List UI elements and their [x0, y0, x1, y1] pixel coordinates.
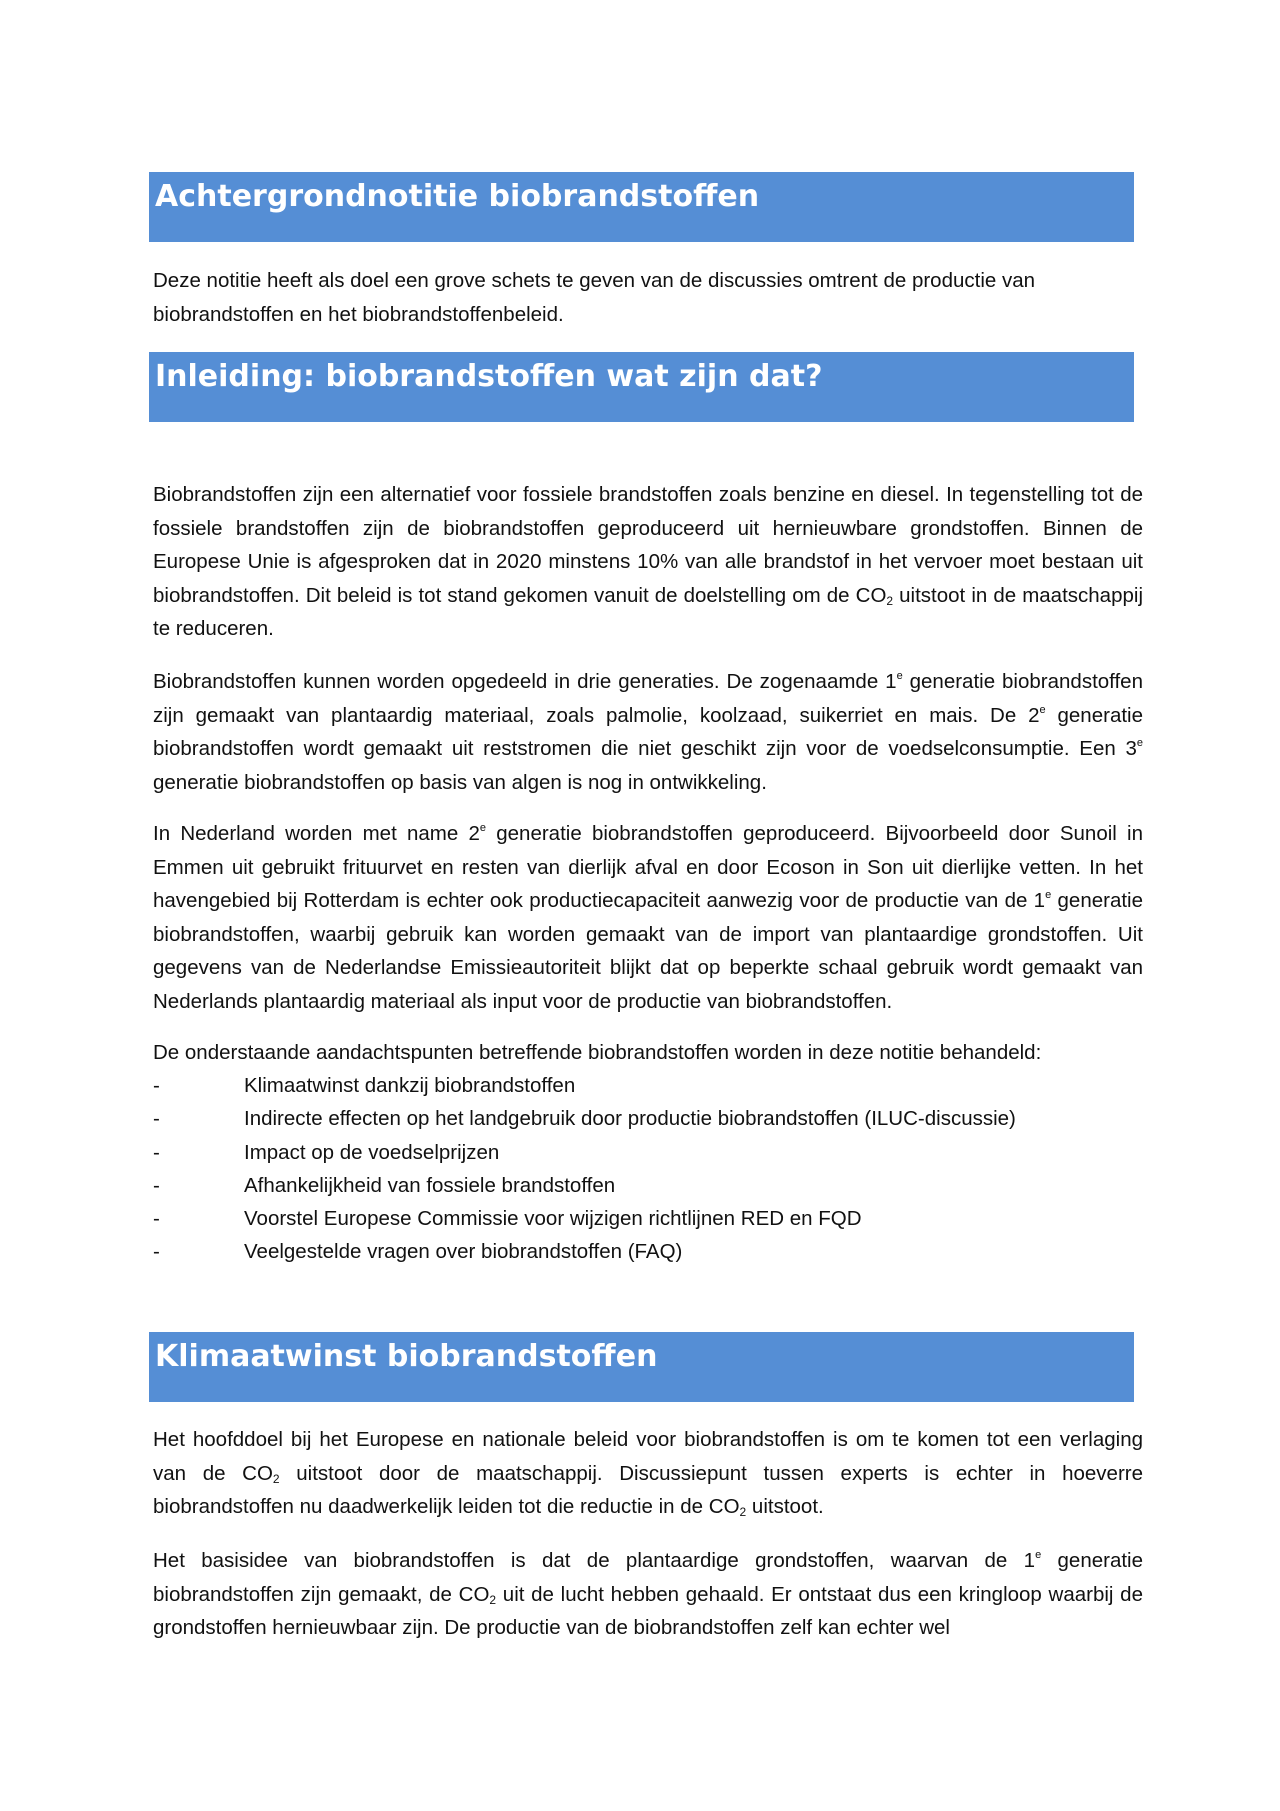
para-2-text-a: Biobrandstoffen kunnen worden opgedeeld in drie generaties. De zogenaamde 1	[153, 670, 897, 693]
paragraph-hoofddoel	[153, 1423, 1143, 1524]
para-3-text-b: generatie biobrandstoffen geproduceerd. Bijvoorbeeld door Sunoil in Emmen uit gebruikt frituurvet en resten van dierlijk afval en door Ecoson in Son uit dierlijke vetten. In het havengebied bij Rotterdam is echter ook productiecapaciteit aanwezig voor de productie van de 1	[153, 822, 1143, 912]
list-dash: -	[153, 1140, 160, 1164]
list-item-text: Veelgestelde vragen over biobrandstoffen (FAQ)	[244, 1240, 683, 1264]
co2-subscript: 2	[272, 1471, 280, 1486]
para-5-text-b: generatie biobrandstoffen zijn gemaakt, de CO	[153, 1549, 1143, 1606]
list-item-text: Voorstel Europese Commissie voor wijzigen richtlijnen RED en FQD	[244, 1207, 862, 1231]
list-item-text: Afhankelijkheid van fossiele brandstoffen	[244, 1173, 616, 1197]
heading-2-text: Inleiding: biobrandstoffen wat zijn dat?	[155, 359, 823, 394]
heading-achtergrondnotitie	[149, 172, 1134, 242]
intro-paragraph: Deze notitie heeft als doel een grove schets te geven van de discussies omtrent de productie van biobrandstoffen en het biobrandstoffenbeleid.	[153, 269, 1036, 326]
superscript-e: e	[1035, 1549, 1042, 1561]
list-item	[153, 1235, 1143, 1268]
paragraph-basisidee	[153, 1544, 1143, 1645]
para-4-text-c: uitstoot.	[746, 1495, 824, 1518]
superscript-e: e	[1039, 703, 1046, 716]
list-item	[153, 1136, 1143, 1169]
paragraph-definition	[153, 478, 1143, 646]
para-5-text-c: uit de lucht hebben gehaald. Er ontstaat dus een kringloop waarbij de grondstoffen hernieuwbaar zijn. De productie van de biobrandstoffen zelf kan echter wel	[153, 1582, 1143, 1639]
superscript-e: e	[896, 670, 903, 682]
list-item-text: Impact op de voedselprijzen	[244, 1140, 500, 1164]
list-dash: -	[153, 1240, 160, 1264]
list-dash: -	[153, 1173, 160, 1197]
para-4-text-b: uitstoot door de maatschappij. Discussiepunt tussen experts is echter in hoeverre biobrandstoffen nu daadwerkelijk leiden tot die reductie in de CO	[153, 1461, 1143, 1518]
list-item-text: Indirecte effecten op het landgebruik door productie biobrandstoffen (ILUC-discussie)	[244, 1107, 1016, 1131]
list-item	[153, 1069, 1143, 1102]
paragraph-nederland	[153, 817, 1143, 1018]
co2-subscript: 2	[489, 1592, 497, 1607]
list-dash: -	[153, 1207, 160, 1231]
superscript-e: e	[1045, 889, 1052, 901]
superscript-e: e	[1136, 737, 1143, 749]
topics-list	[153, 1069, 1143, 1269]
heading-inleiding	[149, 352, 1134, 422]
list-dash: -	[153, 1107, 160, 1131]
para-4-text-a: Het hoofddoel bij het Europese en nationale beleid voor biobrandstoffen is om te komen tot een verlaging van de CO	[153, 1428, 1143, 1485]
para-2-text-c: generatie biobrandstoffen wordt gemaakt uit reststromen die niet geschikt zijn voor de voedselconsumptie. Een 3	[153, 703, 1143, 760]
list-dash: -	[153, 1074, 160, 1097]
para-1-text-a: Biobrandstoffen zijn een alternatief voor fossiele brandstoffen zoals benzine en diesel. In tegenstelling tot de fossiele brandstoffen zijn de biobrandstoffen geproduceerd uit hernieuwbare grondstoffen. Binnen de Europese Unie is afgesproken dat in 2020 minstens 10% van alle brandstof in het vervoer moet bestaan uit biobrandstoffen. Dit beleid is tot stand gekomen vanuit de doelstelling om de CO	[153, 483, 1143, 607]
para-3-text-c: generatie biobrandstoffen, waarbij gebruik kan worden gemaakt van de import van plantaardige grondstoffen. Uit gegevens van de Nederlandse Emissieautoriteit blijkt dat op beperkte schaal gebruik wordt gemaakt van Nederlands plantaardig materiaal als input voor de productie van biobrandstoffen.	[153, 889, 1143, 1013]
para-1-text-b: uitstoot in de maatschappij te reduceren.	[153, 583, 1143, 640]
para-2-text-d: generatie biobrandstoffen op basis van algen is nog in ontwikkeling.	[153, 770, 767, 794]
list-item-text: Klimaatwinst dankzij biobrandstoffen	[244, 1074, 576, 1097]
paragraph-generations	[153, 665, 1143, 799]
list-intro: De onderstaande aandachtspunten betreffende biobrandstoffen worden in deze notitie behandeld:	[153, 1041, 1042, 1064]
superscript-e: e	[479, 822, 487, 834]
heading-1-text: Achtergrondnotitie biobrandstoffen	[155, 179, 760, 214]
para-3-text-a: In Nederland worden met name 2	[153, 822, 480, 845]
para-2-text-b: generatie biobrandstoffen zijn gemaakt van plantaardig materiaal, zoals palmolie, koolzaad, suikerriet en mais. De 2	[153, 670, 1143, 727]
co2-subscript: 2	[739, 1505, 747, 1519]
list-item	[153, 1102, 1143, 1135]
para-5-text-a: Het basisidee van biobrandstoffen is dat de plantaardige grondstoffen, waarvan de 1	[153, 1549, 1036, 1572]
list-item	[153, 1169, 1143, 1202]
heading-klimaatwinst	[149, 1332, 1134, 1402]
co2-subscript: 2	[886, 593, 894, 608]
list-item	[153, 1202, 1143, 1235]
heading-3-text: Klimaatwinst biobrandstoffen	[155, 1339, 658, 1374]
